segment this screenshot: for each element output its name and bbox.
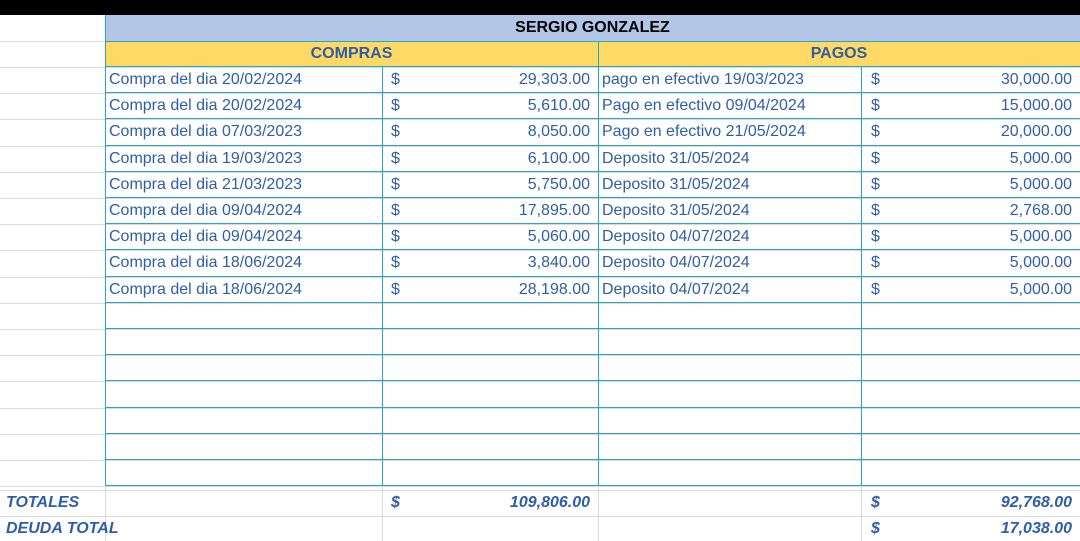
deuda-total-value[interactable]: 17,038.00: [1000, 520, 1072, 537]
gridline-horizontal: [0, 408, 1080, 409]
pago-currency: $: [871, 71, 880, 88]
pago-currency: $: [871, 202, 880, 219]
pago-description[interactable]: Deposito 31/05/2024: [602, 150, 750, 167]
compra-description[interactable]: Compra del dia 20/02/2024: [109, 97, 303, 114]
pago-description[interactable]: Deposito 04/07/2024: [602, 254, 750, 271]
compra-description[interactable]: Compra del dia 18/06/2024: [109, 254, 303, 271]
compra-amount[interactable]: 5,610.00: [527, 97, 590, 114]
pago-currency: $: [871, 176, 880, 193]
pago-description[interactable]: pago en efectivo 19/03/2023: [602, 71, 804, 88]
compra-amount[interactable]: 5,060.00: [527, 228, 590, 245]
table-border-line: [105, 92, 1080, 93]
table-border-line: [105, 249, 1080, 250]
compra-amount[interactable]: 29,303.00: [518, 71, 590, 88]
compras-title: COMPRAS: [310, 45, 393, 62]
pago-currency: $: [871, 228, 880, 245]
compra-currency: $: [391, 97, 400, 114]
compra-amount[interactable]: 8,050.00: [527, 123, 590, 140]
total-pagos-value[interactable]: 92,768.00: [1000, 494, 1072, 511]
pago-description[interactable]: Pago en efectivo 09/04/2024: [602, 97, 806, 114]
pago-currency: $: [871, 123, 880, 140]
gridline-horizontal: [0, 303, 1080, 304]
pago-amount[interactable]: 5,000.00: [1009, 281, 1072, 298]
pagos-title: PAGOS: [810, 45, 868, 62]
compra-description[interactable]: Compra del dia 09/04/2024: [109, 228, 303, 245]
table-border-line: [105, 380, 1080, 381]
pago-amount[interactable]: 5,000.00: [1009, 228, 1072, 245]
table-border-line: [105, 433, 1080, 434]
compra-currency: $: [391, 71, 400, 88]
compra-amount[interactable]: 6,100.00: [527, 150, 590, 167]
compra-amount[interactable]: 3,840.00: [527, 254, 590, 271]
pago-amount[interactable]: 20,000.00: [1000, 123, 1072, 140]
table-border-line: [105, 354, 1080, 355]
compra-currency: $: [391, 281, 400, 298]
pago-amount[interactable]: 15,000.00: [1000, 97, 1072, 114]
compra-description[interactable]: Compra del dia 21/03/2023: [109, 176, 303, 193]
total-compras-value[interactable]: 109,806.00: [509, 494, 590, 511]
table-border-line: [105, 276, 1080, 277]
pago-currency: $: [871, 254, 880, 271]
pago-currency: $: [871, 281, 880, 298]
compra-currency: $: [391, 228, 400, 245]
table-border-line: [105, 197, 1080, 198]
compra-currency: $: [391, 123, 400, 140]
gridline-horizontal: [0, 460, 1080, 461]
client-name: SERGIO GONZALEZ: [515, 19, 670, 36]
gridline-horizontal: [0, 329, 1080, 330]
compra-currency: $: [391, 150, 400, 167]
compra-description[interactable]: Compra del dia 20/02/2024: [109, 71, 303, 88]
gridline-horizontal: [0, 381, 1080, 382]
gridline-horizontal: [0, 434, 1080, 435]
pago-description[interactable]: Deposito 04/07/2024: [602, 281, 750, 298]
table-border-line: [105, 302, 1080, 303]
pago-amount[interactable]: 30,000.00: [1000, 71, 1072, 88]
deuda-total-currency: $: [871, 520, 880, 537]
totales-label: TOTALES: [6, 494, 80, 511]
pago-amount[interactable]: 5,000.00: [1009, 150, 1072, 167]
table-border-line: [105, 145, 1080, 146]
table-border-line: [598, 41, 599, 486]
table-border-line: [105, 328, 1080, 329]
total-compras-currency: $: [391, 494, 400, 511]
compra-description[interactable]: Compra del dia 18/06/2024: [109, 281, 303, 298]
compra-description[interactable]: Compra del dia 19/03/2023: [109, 150, 303, 167]
compra-amount[interactable]: 17,895.00: [518, 202, 590, 219]
compra-currency: $: [391, 202, 400, 219]
pago-currency: $: [871, 97, 880, 114]
table-border-line: [105, 223, 1080, 224]
total-pagos-currency: $: [871, 494, 880, 511]
pago-currency: $: [871, 150, 880, 167]
compra-description[interactable]: Compra del dia 07/03/2023: [109, 123, 303, 140]
table-border-line: [105, 407, 1080, 408]
compra-currency: $: [391, 176, 400, 193]
gridline-horizontal: [0, 355, 1080, 356]
table-border-line: [105, 118, 1080, 119]
pago-amount[interactable]: 5,000.00: [1009, 176, 1072, 193]
pago-description[interactable]: Deposito 31/05/2024: [602, 202, 750, 219]
pago-description[interactable]: Deposito 31/05/2024: [602, 176, 750, 193]
deuda-total-label: DEUDA TOTAL: [6, 520, 119, 537]
gridline-horizontal: [0, 486, 1080, 487]
compra-amount[interactable]: 28,198.00: [518, 281, 590, 298]
pago-amount[interactable]: 5,000.00: [1009, 254, 1072, 271]
table-border-line: [105, 15, 106, 486]
table-border-line: [105, 485, 1080, 486]
compra-currency: $: [391, 254, 400, 271]
table-border-line: [105, 459, 1080, 460]
pago-description[interactable]: Pago en efectivo 21/05/2024: [602, 123, 806, 140]
table-border-line: [105, 171, 1080, 172]
pago-description[interactable]: Deposito 04/07/2024: [602, 228, 750, 245]
compra-amount[interactable]: 5,750.00: [527, 176, 590, 193]
compra-description[interactable]: Compra del dia 09/04/2024: [109, 202, 303, 219]
spreadsheet-sheet: [0, 15, 1080, 541]
pago-amount[interactable]: 2,768.00: [1009, 202, 1072, 219]
